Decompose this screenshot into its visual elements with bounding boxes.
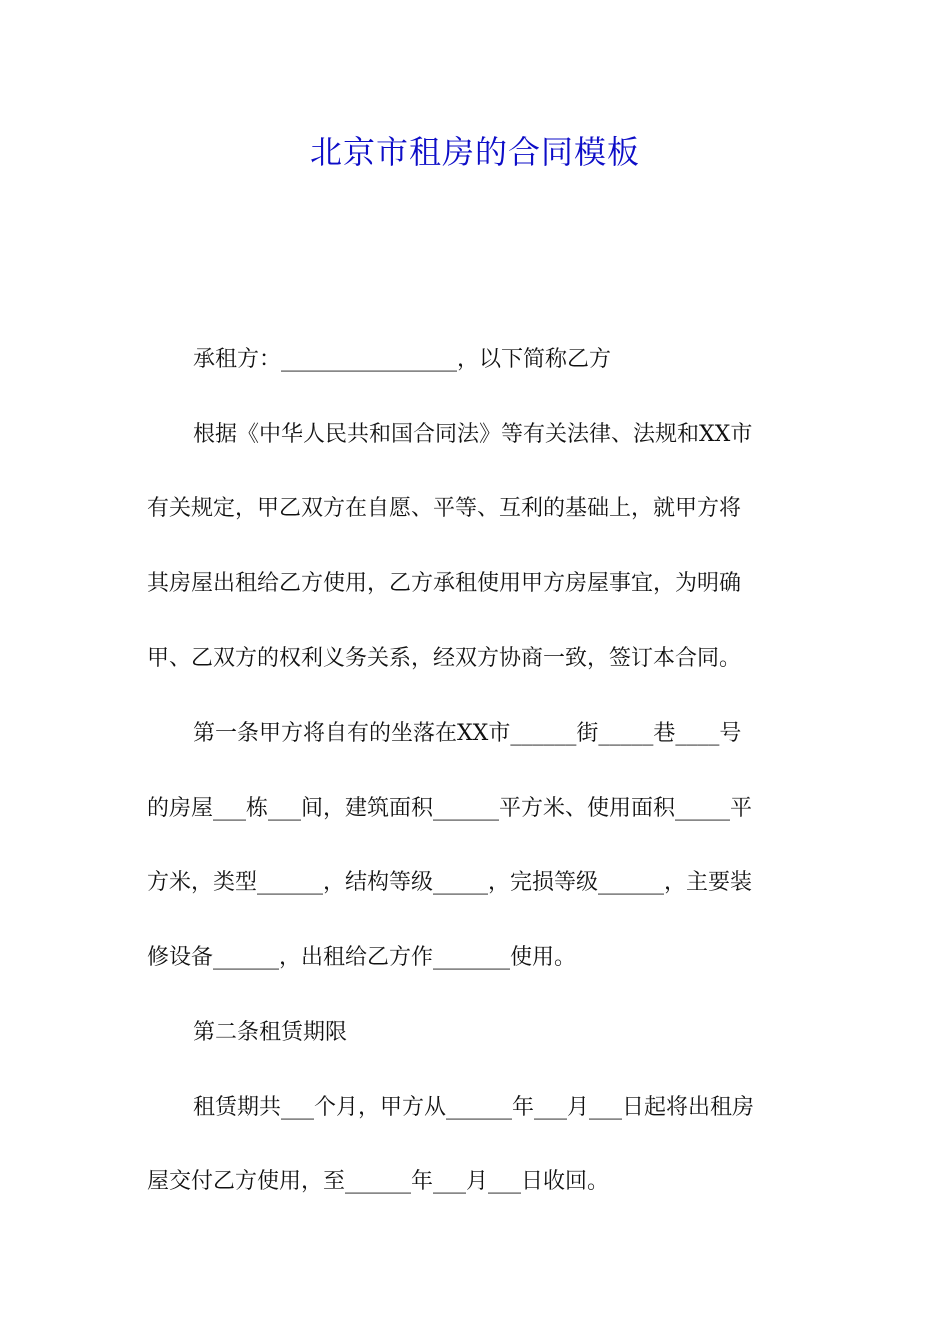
body-line: 其房屋出租给乙方使用，乙方承租使用甲方房屋事宜，为明确 [147,571,742,596]
article-one-line: 的房屋___栋___间，建筑面积______平方米、使用面积_____平 [147,796,753,821]
article-one-line: 第一条甲方将自有的坐落在XX市______街_____巷____号 [193,721,742,746]
tenant-line: 承租方：________________，以下简称乙方 [193,347,612,372]
body-line: 有关规定，甲乙双方在自愿、平等、互利的基础上，就甲方将 [147,496,742,521]
article-one-line: 方米，类型______，结构等级_____，完损等级______，主要装 [147,870,753,895]
article-one-line: 修设备______，出租给乙方作_______使用。 [147,945,577,970]
lease-term-line: 屋交付乙方使用，至______年___月___日收回。 [147,1169,610,1194]
article-two-heading: 第二条租赁期限 [193,1020,348,1045]
body-line: 甲、乙双方的权利义务关系，经双方协商一致，签订本合同。 [147,646,742,671]
lease-term-line: 租赁期共___个月，甲方从______年___月___日起将出租房 [193,1095,755,1120]
document-title: 北京市租房的合同模板 [309,133,640,171]
body-line: 根据《中华人民共和国合同法》等有关法律、法规和XX市 [193,422,753,447]
